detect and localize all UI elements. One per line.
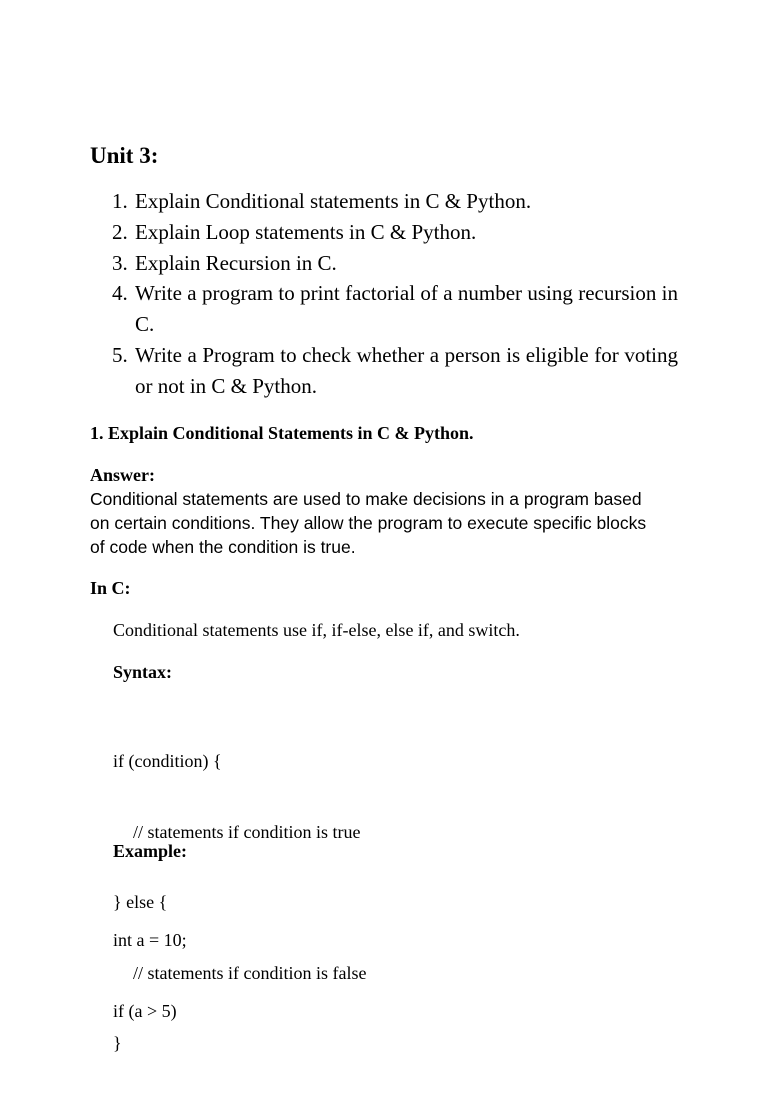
unit-title: Unit 3: (90, 143, 159, 168)
answer-paragraph (90, 487, 690, 559)
question-number: 1. (112, 189, 128, 213)
question-text: Write a Program to check whether a person is eligible for voting or not in C & Python. (135, 342, 678, 398)
example-label: Example: (113, 841, 187, 861)
question-item (90, 278, 678, 340)
syntax-label: Syntax: (113, 662, 173, 682)
answer-label: Answer: (90, 465, 155, 485)
question-number: 2. (112, 219, 128, 244)
code-line: if (condition) { (113, 751, 222, 771)
answer-line: Conditional statements are used to make decisions in a program based (90, 489, 642, 509)
code-line: // statements if condition is false (133, 962, 367, 983)
code-line: } (113, 1033, 122, 1053)
question-number: 3. (112, 250, 128, 275)
example-code-block (113, 882, 187, 1070)
question-item (90, 186, 678, 217)
in-c-description: Conditional statements use if, if-else, else if, and switch. (113, 620, 520, 640)
question-list (90, 186, 678, 402)
code-line: if (a > 5) (113, 1000, 177, 1021)
question-text: Explain Conditional statements in C & Python. (135, 189, 532, 213)
answer-line: on certain conditions. They allow the program to execute specific blocks (90, 513, 647, 533)
code-line: } else { (113, 892, 168, 912)
code-line: // statements if condition is true (133, 821, 361, 842)
question-item (90, 248, 678, 279)
section-heading: 1. Explain Conditional Statements in C & Python. (90, 423, 474, 443)
question-item (90, 340, 678, 402)
question-text: Explain Recursion in C. (135, 250, 337, 275)
question-number: 5. (112, 342, 128, 367)
question-item (90, 217, 678, 248)
question-number: 4. (112, 281, 128, 306)
code-line: int a = 10; (113, 930, 187, 950)
answer-line: of code when the condition is true. (90, 537, 356, 557)
in-c-label: In C: (90, 578, 131, 598)
question-text: Write a program to print factorial of a number using recursion in C. (135, 281, 678, 337)
question-text: Explain Loop statements in C & Python. (135, 219, 477, 244)
